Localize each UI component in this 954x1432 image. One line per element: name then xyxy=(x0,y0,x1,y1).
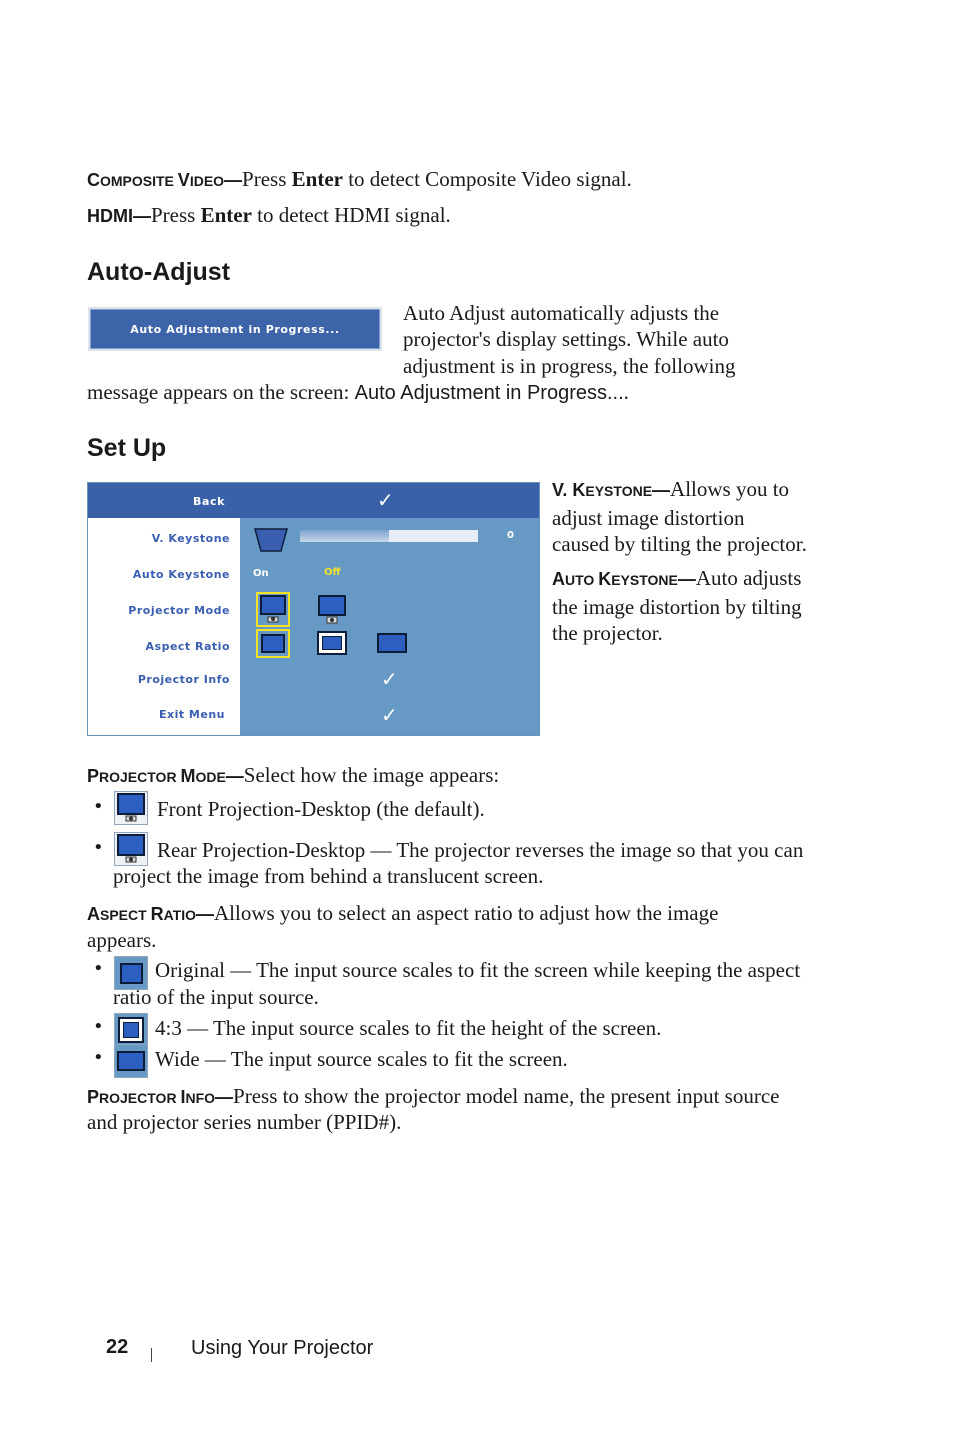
bullet: • xyxy=(93,796,104,817)
term-cap: A xyxy=(87,904,100,924)
auto-keystone-desc xyxy=(552,565,802,647)
auto-adjust-heading: Auto-Adjust xyxy=(87,258,231,286)
term-hdmi: HDMI xyxy=(87,206,133,226)
osd-back-row[interactable] xyxy=(88,483,539,518)
projector-mode-item-front: Front Projection-Desktop (the default). xyxy=(157,797,485,821)
aspect-ratio-item-wide: Wide — The input source scales to fit the screen. xyxy=(155,1047,568,1071)
term-rest: ROJECTOR xyxy=(99,1090,181,1106)
osd-label-exit-menu[interactable]: Exit Menu xyxy=(158,708,225,721)
term-rest: ATIO xyxy=(163,907,196,923)
body-text: Select how the image appears: xyxy=(243,763,500,787)
term-cap: P xyxy=(87,1087,100,1107)
osd-label-projector-mode[interactable]: Projector Mode xyxy=(128,604,230,617)
term-dash: — xyxy=(195,904,214,924)
footer-section-title: Using Your Projector xyxy=(191,1337,374,1359)
term-rest: UTO xyxy=(565,572,599,588)
term-cap: V xyxy=(552,480,563,500)
auto-adjust-banner xyxy=(88,307,382,351)
osd-label-v-keystone[interactable]: V. Keystone xyxy=(151,532,230,545)
footer-divider xyxy=(151,1348,152,1362)
projector-mode-rear-option[interactable] xyxy=(317,594,349,626)
term-cap: A xyxy=(552,569,565,589)
term-rest: NFO xyxy=(185,1090,216,1106)
osd-label-auto-keystone[interactable]: Auto Keystone xyxy=(132,568,230,581)
term-dash: — xyxy=(215,1087,234,1107)
aspect-ratio-wide-option[interactable] xyxy=(377,633,407,653)
aspect-ratio-item-original: Original — The input source scales to fit the screen while keeping the aspect xyxy=(155,958,801,982)
term-rest: ROJECTOR xyxy=(99,769,181,785)
auto-adjust-banner-text: Auto Adjustment in Progress... xyxy=(90,309,380,349)
keystone-slider[interactable] xyxy=(300,530,478,542)
wide-aspect-icon xyxy=(377,633,407,653)
auto-adjust-line4 xyxy=(87,379,629,407)
projector-mode-item-rear-cont: project the image from behind a translucent screen. xyxy=(113,864,544,888)
term-rest: SPECT xyxy=(100,907,151,923)
body-text: Allows you to select an aspect ratio to adjust how the image xyxy=(213,901,719,925)
term-rest: IDEO xyxy=(189,173,225,189)
bullet: • xyxy=(93,958,104,979)
term-cap: K xyxy=(598,569,612,589)
rear-projection-icon xyxy=(114,832,148,866)
osd-message: Auto Adjustment in Progress... xyxy=(354,382,624,404)
check-icon[interactable]: ✓ xyxy=(381,667,398,691)
composite-video-paragraph xyxy=(87,166,632,195)
term-cap: R xyxy=(150,904,164,924)
ratio-43-icon xyxy=(322,636,342,650)
projector-mode-paragraph xyxy=(87,762,499,791)
page-number: 22 xyxy=(106,1336,129,1358)
projector-mode-front-option[interactable] xyxy=(256,592,290,627)
term-rest: ODE xyxy=(195,769,226,785)
term-cap: I xyxy=(180,1087,186,1107)
wide-aspect-icon xyxy=(114,1044,148,1078)
aspect-ratio-paragraph xyxy=(87,900,718,929)
auto-adjust-line2: projector's display settings. While auto xyxy=(403,327,729,351)
v-keystone-desc xyxy=(552,476,807,558)
body-text: Press xyxy=(242,167,292,191)
keystone-icon xyxy=(254,527,288,553)
rear-projection-icon xyxy=(317,594,349,626)
bullet: • xyxy=(93,1047,104,1068)
term-dash: — xyxy=(677,569,696,589)
projector-info-desc-cont: and projector series number (PPID#). xyxy=(87,1110,402,1134)
setup-osd-menu xyxy=(87,482,540,736)
term-rest: OMPOSITE xyxy=(100,173,174,189)
keystone-value: 0 xyxy=(507,530,514,541)
term-cap: P xyxy=(87,766,100,786)
bullet: • xyxy=(93,837,104,858)
term-cap: V xyxy=(177,170,190,190)
key-name: Enter xyxy=(200,203,252,227)
check-icon: ✓ xyxy=(377,488,394,512)
projector-info-paragraph xyxy=(87,1083,779,1112)
osd-back-label: Back xyxy=(193,495,226,508)
body-text: Auto adjusts xyxy=(695,566,802,590)
body-text: . xyxy=(623,380,629,404)
auto-keystone-off[interactable]: Off xyxy=(324,567,341,578)
keystone-slider-fill xyxy=(300,530,389,542)
osd-label-aspect-ratio[interactable]: Aspect Ratio xyxy=(145,640,230,653)
body-text: caused by tilting the projector. xyxy=(552,532,807,556)
ratio-43-icon xyxy=(114,1013,148,1047)
body-text: the image distortion by tilting xyxy=(552,594,802,619)
projector-mode-item-rear: Rear Projection-Desktop — The projector reverses the image so that you can xyxy=(157,838,804,862)
body-text: to detect Composite Video signal. xyxy=(342,167,632,191)
front-projection-icon xyxy=(114,791,148,825)
aspect-ratio-item-original-cont: ratio of the input source. xyxy=(113,985,319,1009)
hdmi-paragraph xyxy=(87,202,451,230)
body-text: Allows you to xyxy=(670,477,790,501)
term-dash: — xyxy=(224,170,243,190)
osd-label-projector-info[interactable]: Projector Info xyxy=(137,673,230,686)
term-rest: EYSTONE xyxy=(585,483,653,499)
term-cap: M xyxy=(180,766,196,786)
term-rest: EYSTONE xyxy=(611,572,678,588)
term-cap: . K xyxy=(562,480,586,500)
check-icon[interactable]: ✓ xyxy=(381,703,398,727)
body-text: to detect HDMI signal. xyxy=(251,203,451,227)
aspect-ratio-original-option[interactable] xyxy=(256,629,290,658)
aspect-ratio-43-option[interactable] xyxy=(317,631,347,655)
original-aspect-icon xyxy=(261,634,285,653)
bullet: • xyxy=(93,1016,104,1037)
key-name: Enter xyxy=(291,167,343,191)
osd-label-column xyxy=(88,518,240,735)
auto-keystone-on[interactable]: On xyxy=(253,568,269,579)
body-text: adjust image distortion xyxy=(552,505,745,530)
auto-adjust-line1: Auto Adjust automatically adjusts the xyxy=(403,301,720,325)
term-dash: — xyxy=(652,480,671,500)
term-dash: — xyxy=(133,206,151,226)
body-text: Press to show the projector model name, the present input source xyxy=(233,1084,780,1108)
auto-adjust-line3: adjustment is in progress, the following xyxy=(403,354,736,378)
body-text: Press xyxy=(151,203,201,227)
setup-heading: Set Up xyxy=(87,434,167,462)
body-text: message appears on the screen: xyxy=(87,380,355,404)
aspect-ratio-desc-cont: appears. xyxy=(87,928,157,952)
front-projection-icon xyxy=(258,594,288,625)
term-cap: C xyxy=(87,170,100,190)
body-text: the projector. xyxy=(552,621,663,645)
term-dash: — xyxy=(225,766,244,786)
aspect-ratio-item-43: 4:3 — The input source scales to fit the height of the screen. xyxy=(155,1016,662,1040)
